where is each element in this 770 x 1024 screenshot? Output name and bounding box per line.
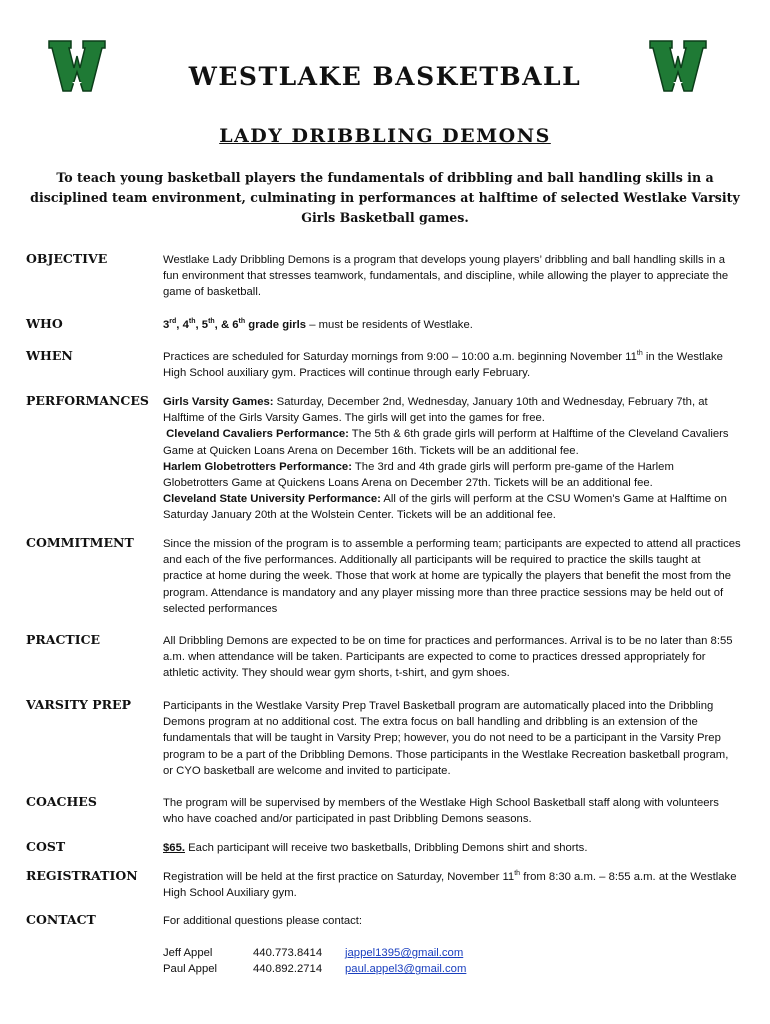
section-label: WHO	[26, 316, 63, 331]
mission-statement: To teach young basketball players the fundamentals of dribbling and ball handling skills in a disciplined team environment, culminating in performances at halftime of selected Westlake Varsity Girls Basketball games.	[30, 170, 740, 225]
section-label: COMMITMENT	[26, 535, 134, 550]
section-text: Registration will be held at the first practice on Saturday, November 11th from 8:30 a.m. – 8:55 a.m. at the Westlake High School Auxiliary gym.	[163, 870, 737, 900]
section-text	[163, 913, 741, 978]
contact-row	[163, 961, 741, 977]
section-label: REGISTRATION	[26, 868, 138, 883]
section-label: VARSITY PREP	[26, 697, 131, 712]
section-text: 3rd, 4th, 5th, & 6th grade girls – must be residents of Westlake.	[163, 318, 473, 331]
contact-name: Paul Appel	[163, 963, 218, 976]
contact-row	[163, 945, 741, 961]
section-text: Girls Varsity Games: Saturday, December 2nd, Wednesday, January 10th and Wednesday, February 7th, at Halftime of the Girls Varsity Games. The girls will get into the games for free. Cleveland Cavaliers Performance: The 5th & 6th grade girls will perform at Halftime of the Cleveland Cavaliers Game at Quicken Loans Arena on December 16th. Tickets will be an additional fee. Harlem Globetrotters Performance: The 3rd and 4th grade girls will perform pre-game of the Harlem Globetrotters Game at Quickens Loans Arena on December 27th. Tickets will be an additional fee. Cleveland State University Performance: All of the girls will perform at the CSU Women's Game at Halftime on Saturday January 20th at the Wolstein Center. Tickets will be an additional fee.	[163, 396, 729, 522]
page-title: WESTLAKE BASKETBALL	[188, 62, 582, 91]
section-label: WHEN	[26, 348, 73, 363]
section-text: Participants in the Westlake Varsity Prep Travel Basketball program are automatically placed into the Dribbling Demons program at no additional cost. The extra focus on ball handling and dribbling is an extension of the fundamentals that will be taught in Varsity Prep; however, you do not need to be a participant in the Varsity Prep program to be a part of the Dribbling Demons. Those participants in the Westlake Recreation basketball program, or CYO basketball are welcome and invited to participate.	[163, 700, 729, 777]
section-label: COACHES	[26, 794, 97, 809]
section-label: COST	[26, 839, 66, 854]
section-text: $65. Each participant will receive two basketballs, Dribbling Demons shirt and shorts.	[163, 842, 588, 854]
contact-name: Jeff Appel	[163, 947, 213, 960]
section-text: The program will be supervised by members of the Westlake High School Basketball staff along with volunteers who have coached and/or participated in past Dribbling Demons seasons.	[163, 797, 719, 826]
page-subtitle: LADY DRIBBLING DEMONS	[219, 125, 551, 147]
contact-email-link[interactable]: paul.appel3@gmail.com	[345, 963, 467, 976]
contact-email-link[interactable]: jappel1395@gmail.com	[345, 947, 464, 960]
section-label: OBJECTIVE	[26, 251, 108, 266]
contact-intro: For additional questions please contact:	[163, 915, 363, 927]
section-label: CONTACT	[26, 912, 96, 927]
contact-phone: 440.773.8414	[253, 947, 323, 960]
section-label: PERFORMANCES	[26, 393, 149, 408]
section-label: PRACTICE	[26, 632, 101, 647]
section-text: Practices are scheduled for Saturday mornings from 9:00 – 10:00 a.m. beginning November 11th in the Westlake High School auxiliary gym. Practices will continue through early February.	[163, 350, 723, 380]
section-text: Since the mission of the program is to assemble a performing team; participants are expected to attend all practices and each of the five performances. Additionally all participants will be required to practice the skills taught at practice at home during the week. Those that work at home are typically the players that benefit the most from the program. Attendance is mandatory and any player missing more than three practice sessions may be held out of selected performances	[163, 538, 741, 615]
contact-phone: 440.892.2714	[253, 963, 323, 976]
section-text: All Dribbling Demons are expected to be on time for practices and performances. Arrival is to be no later than 8:55 a.m. when attendance will be taken. Participants are expected to come to practices dressed appropriately for athletic activity. They should wear gym shorts, t-shirt, and gym shoes.	[163, 635, 733, 680]
section-text: Westlake Lady Dribbling Demons is a program that develops young players’ dribbling and ball handling skills in a fun environment that stresses teamwork, fundamentals, and discipline, while allowing the player to appreciate the game of basketball.	[163, 254, 729, 299]
